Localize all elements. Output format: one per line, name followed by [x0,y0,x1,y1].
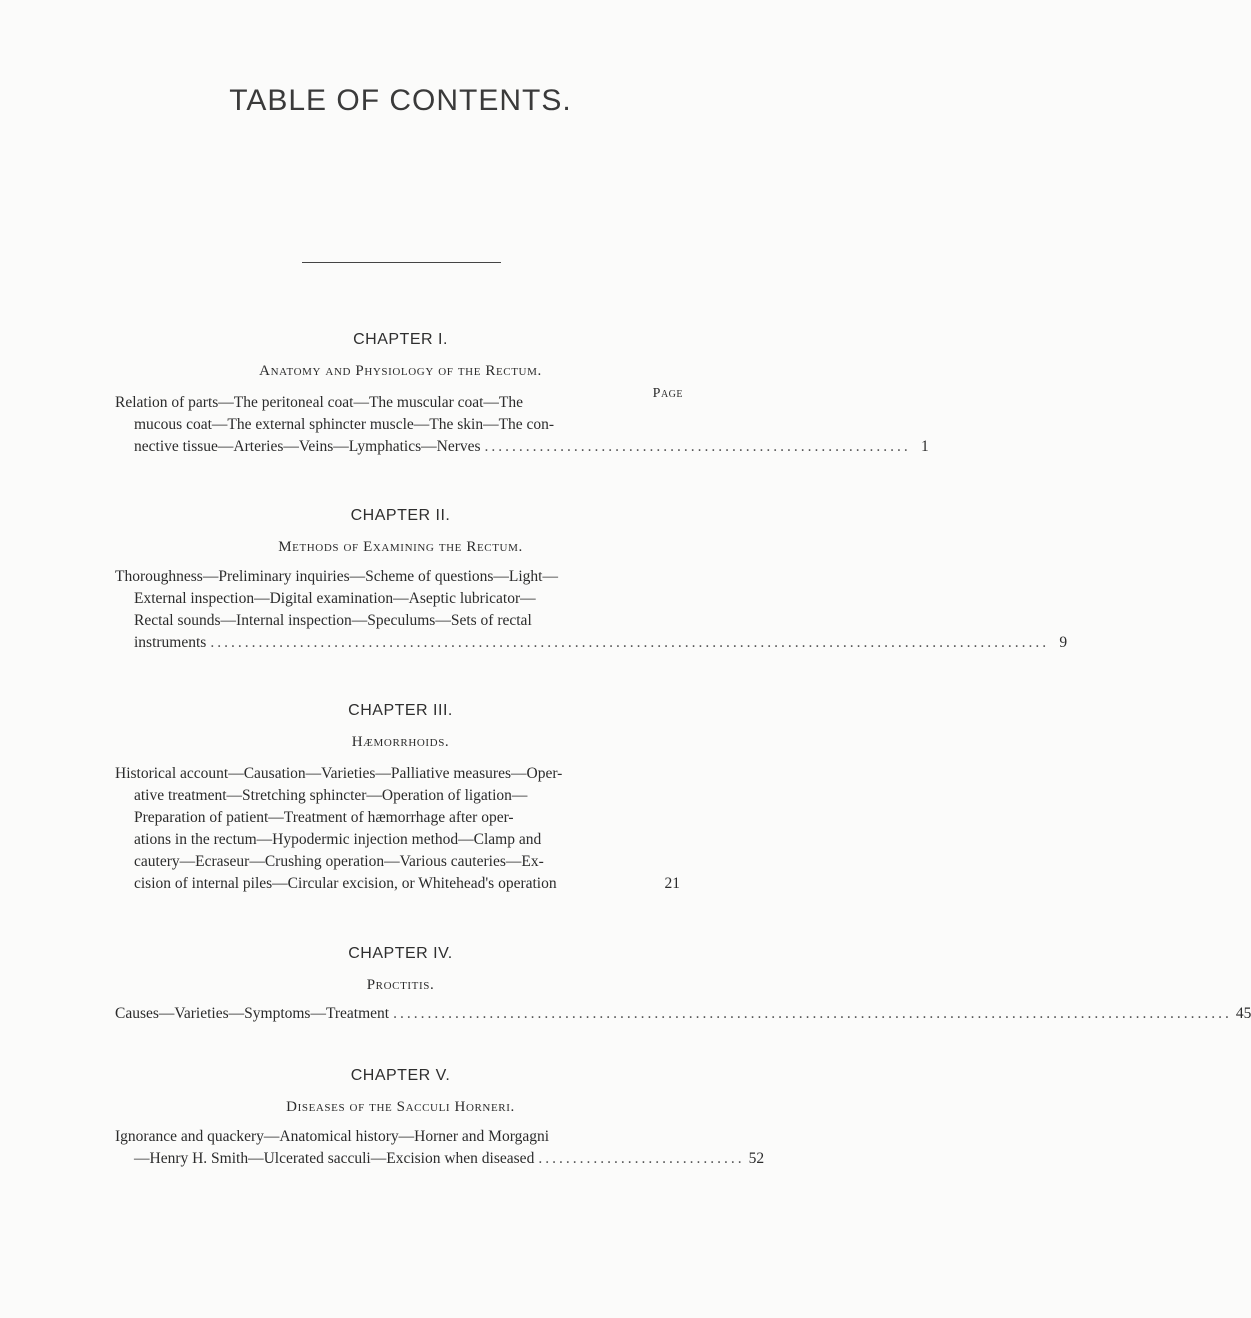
entry-last-line [115,1148,765,1170]
page-title: TABLE OF CONTENTS. [229,84,572,117]
chapter-1 [0,331,929,458]
dot-leader: .......................................................................................................................... [210,634,1050,651]
entry-line: External inspection—Digital examination—Aseptic lubricator— [134,590,536,607]
chapter-subtitle: Methods of Examining the Rectum. [278,539,523,555]
entry-line: Historical account—Causation—Varieties—Palliative measures—Oper- [115,765,563,782]
chapter-heading: CHAPTER V. [350,1067,451,1084]
chapter-heading: CHAPTER III. [348,702,453,719]
chapter-entry [115,1003,1251,1025]
chapter-5 [0,1067,801,1170]
page-column-label: Page [652,386,683,401]
entry-last-line [115,873,680,895]
entry-line: —Henry H. Smith—Ulcerated sacculi—Excision when diseased [134,1150,535,1167]
entry-line: Ignorance and quackery—Anatomical history—Horner and Morgagni [115,1128,550,1145]
entry-line: ative treatment—Stretching sphincter—Operation of ligation— [134,787,528,804]
chapter-heading: CHAPTER II. [350,507,451,524]
entry-line: Relation of parts—The peritoneal coat—The muscular coat—The [115,394,524,411]
dot-leader: .............................................................. [484,438,911,455]
entry-line: instruments [134,634,207,651]
chapter-4 [0,945,1251,1025]
entry-last-line [115,632,1068,654]
chapter-entry [115,1126,765,1170]
chapter-subtitle: Diseases of the Sacculi Horneri. [286,1099,515,1115]
chapter-entry [115,566,1068,654]
dot-leader: .......................................................................................................................... [393,1005,1232,1022]
page-number: 45 [1235,1005,1251,1022]
chapter-entry [115,763,680,895]
chapter-subtitle: Hæmorrhoids. [351,734,450,750]
entry-line: cision of internal piles—Circular excision, or Whitehead's operation [134,875,557,892]
entry-line: Rectal sounds—Internal inspection—Speculums—Sets of rectal [134,612,532,629]
entry-line: Thoroughness—Preliminary inquiries—Scheme of questions—Light— [115,568,558,585]
chapter-subtitle: Anatomy and Physiology of the Rectum. [259,363,542,379]
chapter-heading: CHAPTER I. [353,331,448,348]
chapter-2 [0,507,1068,654]
entry-last-line [115,436,929,458]
entry-line: Causes—Varieties—Symptoms—Treatment [115,1005,390,1022]
chapter-entry [115,392,929,458]
chapter-subtitle: Proctitis. [366,977,435,993]
page-number: 52 [748,1150,765,1167]
entry-line: cautery—Ecraseur—Crushing operation—Various cauteries—Ex- [134,853,544,870]
page-number: 21 [664,875,680,892]
chapter-3 [0,702,801,895]
chapter-heading: CHAPTER IV. [348,945,453,962]
entry-line: nective tissue—Arteries—Veins—Lymphatics—Nerves [134,438,481,455]
entry-last-line [115,1003,1251,1025]
dot-leader: .............................. [538,1150,745,1167]
entry-line: ations in the rectum—Hypodermic injection method—Clamp and [134,831,542,848]
entry-line: mucous coat—The external sphincter muscle—The skin—The con- [134,416,555,433]
page-number: 9 [1059,634,1068,651]
page-number: 1 [921,438,929,455]
entry-line: Preparation of patient—Treatment of hæmorrhage after oper- [134,809,514,826]
title-divider [302,262,501,263]
